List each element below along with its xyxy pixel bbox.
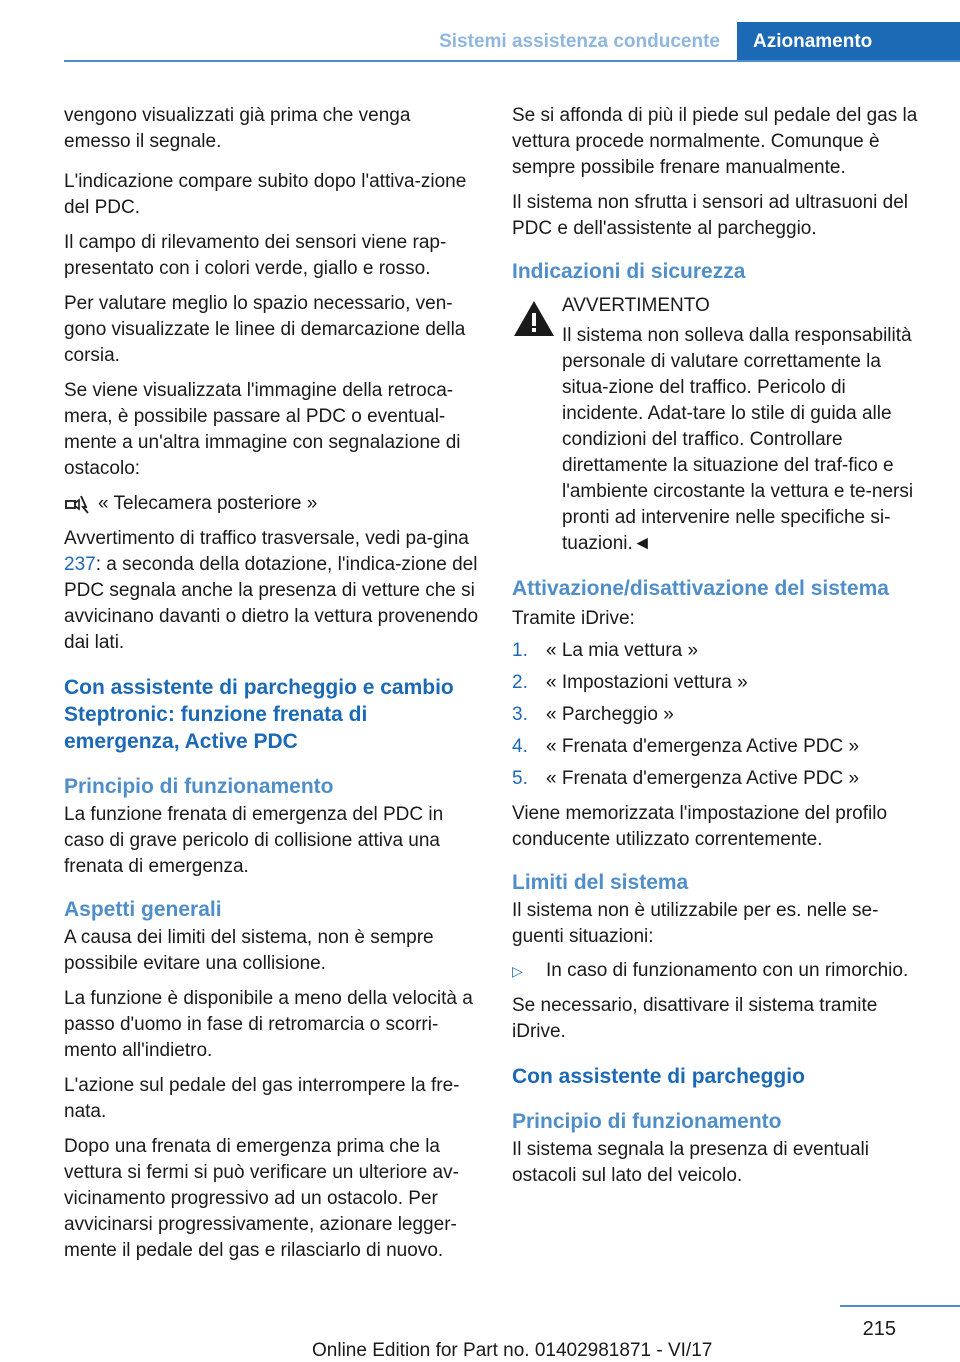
paragraph: A causa dei limiti del sistema, non è sempre possibile evitare una collisione. bbox=[64, 927, 434, 974]
text-span: : a seconda della dotazione, l'indica‐zione del PDC segnala anche la presenza di vetture che si avvicinano davanti o dietro la vettura provenendo dai lati. bbox=[64, 554, 479, 653]
bullet-triangle-icon: ▷ bbox=[512, 963, 523, 979]
section-heading: Con assistente di parcheggio e cambio Steptronic: funzione frenata di emergenza, Active PDC bbox=[64, 676, 454, 753]
paragraph: Il sistema non è utilizzabile per es. nelle se‐guenti situazioni: bbox=[512, 900, 879, 947]
bullet-list bbox=[512, 958, 928, 984]
list-item bbox=[512, 638, 928, 664]
rear-camera-icon bbox=[64, 493, 90, 515]
subsection-heading: Principio di funzionamento bbox=[64, 775, 334, 798]
subsection-heading: Attivazione/disattivazione del sistema bbox=[512, 577, 889, 600]
camera-option bbox=[64, 491, 480, 517]
page-link[interactable]: 237 bbox=[64, 554, 96, 575]
warning-title: AVVERTIMENTO bbox=[562, 295, 710, 316]
step-number: 3. bbox=[512, 704, 528, 725]
right-column bbox=[512, 103, 928, 1189]
paragraph: vengono visualizzati già prima che venga emesso il segnale. bbox=[64, 105, 411, 152]
warning-text: Il sistema non solleva dalla responsabilità personale di valutare correttamente la situa‐zione del traffico. Pericolo di incidente. Adat‐tare lo stile di guida alle condizioni del traffico. Controllare direttamente la situazione del traf‐fico e l'ambiente circostante la vettura e te‐nersi pronti ad intervenire nelle specifiche si‐tuazioni.◄ bbox=[562, 325, 914, 554]
warning-triangle-icon bbox=[512, 299, 556, 339]
left-column bbox=[64, 103, 480, 1264]
step-number: 2. bbox=[512, 672, 528, 693]
page-header bbox=[0, 0, 960, 64]
warning-box bbox=[512, 293, 928, 557]
paragraph: L'indicazione compare subito dopo l'attiva‐zione del PDC. bbox=[64, 171, 467, 218]
paragraph: Tramite iDrive: bbox=[512, 608, 635, 629]
paragraph: Se viene visualizzata l'immagine della retroca‐mera, è possibile passare al PDC o eventual‐mente a un'altra immagine con segnalazione di ostacolo: bbox=[64, 380, 461, 479]
paragraph: Se si affonda di più il piede sul pedale del gas la vettura procede normalmente. Comunque è sempre possibile frenare manualmente. bbox=[512, 105, 918, 178]
step-number: 5. bbox=[512, 768, 528, 789]
edition-note: Online Edition for Part no. 01402981871 - VI/17 bbox=[312, 1340, 713, 1361]
text-span: Avvertimento di traffico trasversale, vedi pa‐gina bbox=[64, 528, 469, 549]
subsection-heading: Limiti del sistema bbox=[512, 871, 689, 894]
step-text: « Frenata d'emergenza Active PDC » bbox=[546, 768, 860, 789]
list-item bbox=[512, 958, 928, 984]
paragraph: Il campo di rilevamento dei sensori viene rap‐presentato con i colori verde, giallo e rosso. bbox=[64, 232, 447, 279]
subsection-heading: Indicazioni di sicurezza bbox=[512, 260, 746, 283]
list-item bbox=[512, 734, 928, 760]
paragraph: L'azione sul pedale del gas interrompere la fre‐nata. bbox=[64, 1075, 460, 1122]
section-heading: Con assistente di parcheggio bbox=[512, 1065, 805, 1088]
steps-list bbox=[512, 638, 928, 792]
paragraph: Se necessario, disattivare il sistema tramite iDrive. bbox=[512, 995, 878, 1042]
step-text: « Parcheggio » bbox=[546, 704, 674, 725]
paragraph: Viene memorizzata l'impostazione del profilo conducente utilizzato correntemente. bbox=[512, 803, 888, 850]
step-number: 4. bbox=[512, 736, 528, 757]
subsection-heading: Aspetti generali bbox=[64, 898, 222, 921]
step-text: « Impostazioni vettura » bbox=[546, 672, 748, 693]
list-item bbox=[512, 766, 928, 792]
page-number: 215 bbox=[862, 1318, 896, 1340]
header-section-title: Sistemi assistenza conducente bbox=[439, 31, 720, 52]
camera-option-label: « Telecamera posteriore » bbox=[98, 493, 318, 514]
step-number: 1. bbox=[512, 640, 528, 661]
step-text: « La mia vettura » bbox=[546, 640, 699, 661]
step-text: « Frenata d'emergenza Active PDC » bbox=[546, 736, 860, 757]
paragraph: Il sistema non sfrutta i sensori ad ultrasuoni del PDC e dell'assistente al parcheggio. bbox=[512, 192, 909, 239]
subsection-heading: Principio di funzionamento bbox=[512, 1110, 782, 1133]
paragraph: Per valutare meglio lo spazio necessario, ven‐gono visualizzate le linee di demarcazione della corsia. bbox=[64, 293, 466, 366]
paragraph: La funzione frenata di emergenza del PDC in caso di grave pericolo di collisione attiva una frenata di emergenza. bbox=[64, 804, 444, 877]
header-rule bbox=[64, 60, 960, 62]
list-item bbox=[512, 670, 928, 696]
footer-rule bbox=[840, 1305, 960, 1307]
paragraph: Il sistema segnala la presenza di eventuali ostacoli sul lato del veicolo. bbox=[512, 1139, 869, 1186]
paragraph: La funzione è disponibile a meno della velocità a passo d'uomo in fase di retromarcia o scorri‐mento all'indietro. bbox=[64, 988, 473, 1061]
bullet-text: In caso di funzionamento con un rimorchio. bbox=[546, 960, 909, 981]
header-chapter-tab: Azionamento bbox=[737, 22, 960, 62]
paragraph: Dopo una frenata di emergenza prima che la vettura si fermi si può verificare un ulteriore av‐vicinamento progressivo ad un ostacolo. Per avvicinarsi progressivamente, azionare legger‐mente il pedale del gas e rilasciarlo di nuovo. bbox=[64, 1136, 459, 1261]
paragraph bbox=[64, 526, 480, 656]
list-item bbox=[512, 702, 928, 728]
